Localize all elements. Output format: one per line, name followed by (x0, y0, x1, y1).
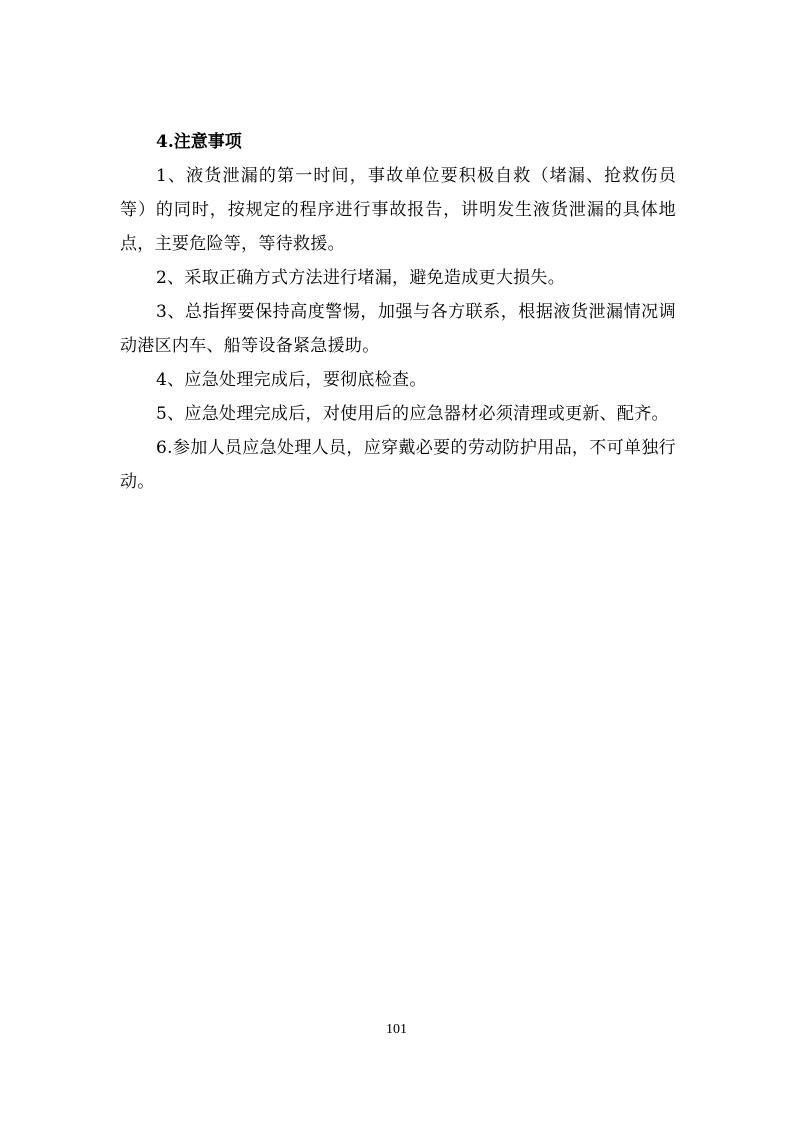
section-heading: 4.注意事项 (156, 132, 242, 152)
paragraph-1: 1、液货泄漏的第一时间，事故单位要积极自救（堵漏、抢救伤员等）的同时，按规定的程序进行事故报告，讲明发生液货泄漏的具体地点，主要危险等，等待救援。 (120, 166, 676, 254)
paragraph-2: 2、采取正确方式方法进行堵漏，避免造成更大损失。 (156, 268, 566, 288)
paragraph-6: 6.参加人员应急处理人员，应穿戴必要的劳动防护用品，不可单独行动。 (120, 438, 676, 492)
page-number: 101 (386, 1022, 407, 1037)
paragraph-5: 5、应急处理完成后，对使用后的应急器材必须清理或更新、配齐。 (156, 404, 669, 424)
paragraph-3: 3、总指挥要保持高度警惕，加强与各方联系，根据液货泄漏情况调动港区内车、船等设备紧急援助。 (120, 302, 676, 356)
page-content (120, 125, 676, 499)
paragraph-4: 4、应急处理完成后，要彻底检查。 (156, 370, 427, 390)
